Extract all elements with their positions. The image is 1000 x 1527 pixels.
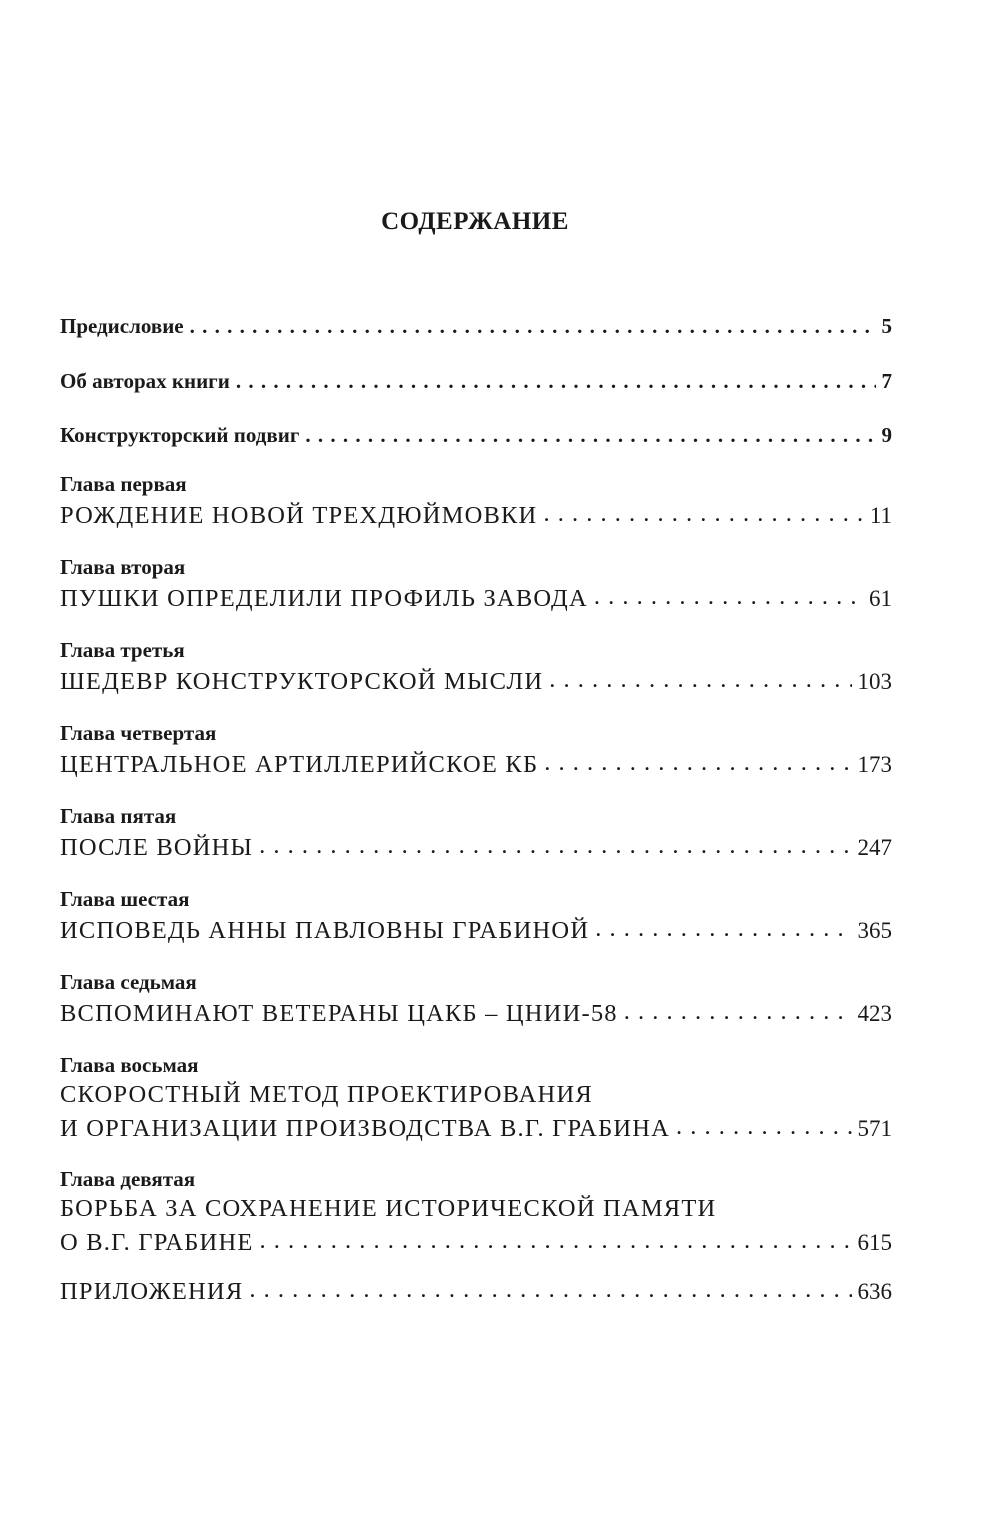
chapter-title: БОРЬБА ЗА СОХРАНЕНИЕ ИСТОРИЧЕСКОЙ ПАМЯТИ (60, 1195, 717, 1222)
toc-chapter-5[interactable] (60, 802, 892, 864)
toc-page-number: 5 (881, 314, 892, 338)
toc-entry-design-feat[interactable] (60, 421, 892, 449)
dot-leader (305, 421, 875, 442)
toc-entry-appendix[interactable] (60, 1274, 892, 1308)
dot-leader (594, 581, 863, 606)
chapter-title: ВСПОМИНАЮТ ВЕТЕРАНЫ ЦАКБ – ЦНИИ-58 (60, 999, 618, 1027)
toc-page-number: 571 (857, 1115, 892, 1141)
toc-entry-about-authors[interactable] (60, 367, 892, 395)
toc-entry-label: Об авторах книги (60, 369, 230, 393)
dot-leader (549, 664, 851, 689)
chapter-title: ПУШКИ ОПРЕДЕЛИЛИ ПРОФИЛЬ ЗАВОДА (60, 584, 588, 612)
toc-page-number: 7 (881, 369, 892, 393)
dot-leader (595, 913, 851, 938)
toc-chapter-8[interactable] (60, 1051, 892, 1145)
chapter-label: Глава вторая (60, 555, 186, 579)
dot-leader (249, 1274, 851, 1299)
chapter-label: Глава пятая (60, 804, 177, 828)
toc-entry-label: Конструкторский подвиг (60, 423, 300, 447)
toc-entry-label: ПРИЛОЖЕНИЯ (60, 1277, 244, 1305)
dot-leader (676, 1111, 851, 1136)
toc-chapter-3[interactable] (60, 636, 892, 698)
toc-page-number: 61 (869, 585, 892, 611)
dot-leader (236, 367, 876, 388)
toc-page-number: 11 (869, 502, 892, 528)
toc-page-number: 423 (857, 1000, 892, 1026)
toc-chapter-4[interactable] (60, 719, 892, 781)
toc-chapter-2[interactable] (60, 553, 892, 615)
chapter-title: ШЕДЕВР КОНСТРУКТОРСКОЙ МЫСЛИ (60, 667, 544, 695)
chapter-label: Глава восьмая (60, 1053, 199, 1077)
toc-page-number: 365 (857, 917, 892, 943)
dot-leader (544, 747, 851, 772)
toc-chapter-9[interactable] (60, 1165, 892, 1259)
toc-chapter-7[interactable] (60, 968, 892, 1030)
chapter-title-continued: И ОРГАНИЗАЦИИ ПРОИЗВОДСТВА В.Г. ГРАБИНА (60, 1114, 671, 1142)
toc-chapter-6[interactable] (60, 885, 892, 947)
toc-page-number: 173 (857, 751, 892, 777)
dot-leader (190, 312, 876, 333)
chapter-label: Глава первая (60, 472, 187, 496)
chapter-label: Глава третья (60, 638, 185, 662)
chapter-label: Глава девятая (60, 1167, 196, 1191)
chapter-title: ЦЕНТРАЛЬНОЕ АРТИЛЛЕРИЙСКОЕ КБ (60, 750, 539, 778)
chapter-title: СКОРОСТНЫЙ МЕТОД ПРОЕКТИРОВАНИЯ (60, 1081, 593, 1108)
toc-page-number: 103 (857, 668, 892, 694)
toc-chapter-1[interactable] (60, 470, 892, 532)
toc-page-number: 9 (881, 423, 892, 447)
chapter-title-continued: О В.Г. ГРАБИНЕ (60, 1228, 254, 1256)
toc-entry-label: Предисловие (60, 314, 184, 338)
toc-page-number: 636 (857, 1278, 892, 1304)
dot-leader (260, 1225, 852, 1250)
chapter-title: РОЖДЕНИЕ НОВОЙ ТРЕХДЮЙМОВКИ (60, 501, 538, 529)
toc-page-number: 615 (857, 1229, 892, 1255)
toc-page-number: 247 (857, 834, 892, 860)
chapter-label: Глава седьмая (60, 970, 197, 994)
dot-leader (259, 830, 851, 855)
dot-leader (543, 498, 863, 523)
toc-entry-preface[interactable] (60, 312, 892, 340)
dot-leader (624, 996, 852, 1021)
chapter-title: ИСПОВЕДЬ АННЫ ПАВЛОВНЫ ГРАБИНОЙ (60, 916, 590, 944)
chapter-title: ПОСЛЕ ВОЙНЫ (60, 833, 254, 861)
chapter-label: Глава четвертая (60, 721, 217, 745)
page-title: СОДЕРЖАНИЕ (381, 208, 569, 235)
chapter-label: Глава шестая (60, 887, 190, 911)
